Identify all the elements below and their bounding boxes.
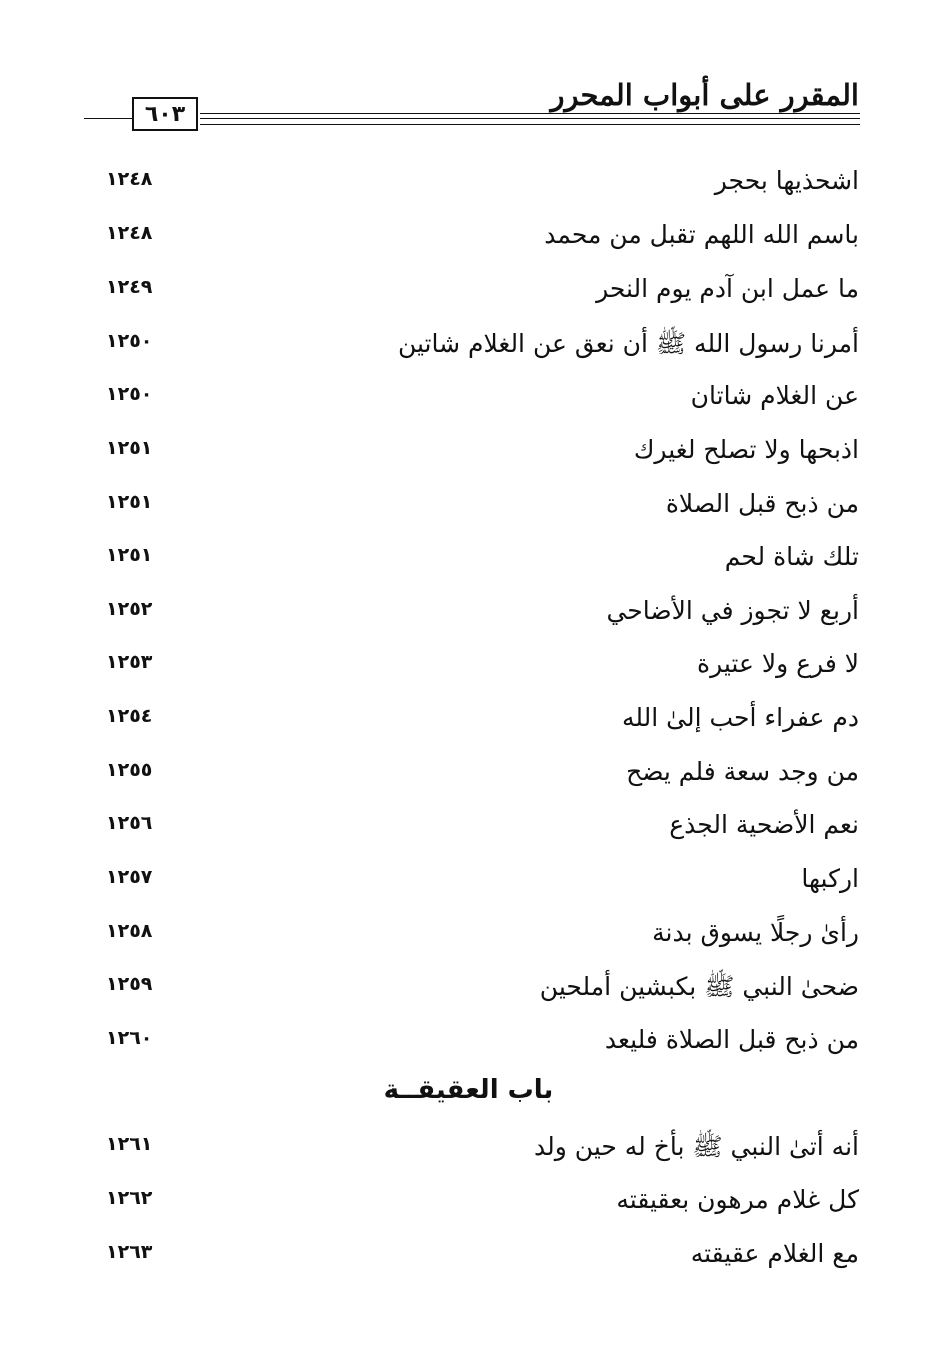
entry-page: ١٢٥٩ [106, 973, 153, 995]
entry-page: ١٢٥٠ [106, 383, 153, 405]
index-entry [100, 810, 859, 850]
entry-text: اركبها [801, 864, 859, 893]
entry-text: أربع لا تجوز في الأضاحي [606, 596, 859, 625]
entry-page: ١٢٥١ [106, 544, 153, 566]
index-entry [100, 971, 859, 1011]
index-entry [100, 166, 859, 206]
header-rule [84, 118, 132, 119]
header-rule [200, 124, 860, 125]
entry-text: ضحىٰ النبي ﷺ بكبشين أملحين [539, 972, 859, 1001]
entry-page: ١٢٦٢ [106, 1187, 153, 1209]
index-entry [100, 918, 859, 958]
entry-text: لا فرع ولا عتيرة [697, 649, 859, 678]
entry-page: ١٢٦١ [106, 1133, 153, 1155]
entry-text: كل غلام مرهون بعقيقته [616, 1185, 859, 1214]
entry-text: من ذبح قبل الصلاة فليعد [604, 1025, 859, 1054]
entry-text: رأىٰ رجلًا يسوق بدنة [652, 918, 859, 947]
entry-page: ١٢٦٣ [106, 1241, 153, 1263]
index-entry [100, 381, 859, 421]
entry-text: اشحذيها بحجر [714, 166, 859, 195]
entry-text: من وجد سعة فلم يضح [626, 757, 859, 786]
entry-text: نعم الأضحية الجذع [669, 810, 859, 839]
page-number: ٦٠٣ [132, 97, 198, 131]
index-entry [100, 328, 859, 368]
index-entry [100, 1025, 859, 1065]
entry-page: ١٢٥٧ [106, 866, 153, 888]
header-rule [200, 113, 860, 114]
entry-page: ١٢٥١ [106, 437, 153, 459]
entry-page: ١٢٥١ [106, 491, 153, 513]
header-rule [200, 118, 860, 119]
entry-text: عن الغلام شاتان [690, 381, 859, 410]
entry-text: مع الغلام عقيقته [690, 1239, 859, 1268]
entry-text: ما عمل ابن آدم يوم النحر [596, 274, 859, 303]
index-entry [100, 489, 859, 529]
entry-page: ١٢٤٨ [106, 168, 153, 190]
entry-page: ١٢٥٢ [106, 598, 153, 620]
entry-page: ١٢٥٦ [106, 812, 153, 834]
entry-text: اذبحها ولا تصلح لغيرك [633, 435, 859, 464]
index-entry [100, 435, 859, 475]
section-title: باب العقيقــة [383, 1075, 554, 1105]
entry-text: تلك شاة لحم [724, 542, 859, 571]
index-entry [100, 1185, 859, 1225]
index-entry [100, 220, 859, 260]
index-entry [100, 542, 859, 582]
entry-page: ١٢٥٥ [106, 759, 153, 781]
page-header [0, 0, 937, 140]
entry-text: أنه أتىٰ النبي ﷺ بأخ له حين ولد [534, 1132, 859, 1161]
index-entry [100, 274, 859, 314]
index-entry [100, 1131, 859, 1171]
index-entry [100, 864, 859, 904]
index-entry [100, 757, 859, 797]
entry-page: ١٢٤٩ [106, 276, 153, 298]
entry-page: ١٢٤٨ [106, 222, 153, 244]
entry-text: من ذبح قبل الصلاة [665, 489, 859, 518]
entry-text: أمرنا رسول الله ﷺ أن نعق عن الغلام شاتين [397, 329, 859, 358]
entry-page: ١٢٥٨ [106, 920, 153, 942]
index-entry [100, 703, 859, 743]
entry-text: دم عفراء أحب إلىٰ الله [621, 703, 859, 732]
entry-page: ١٢٥٣ [106, 651, 153, 673]
entry-page: ١٢٥٠ [106, 330, 153, 352]
book-title: المقرر على أبواب المحرر [550, 78, 859, 112]
entry-text: باسم الله اللهم تقبل من محمد [544, 220, 859, 249]
index-entry [100, 649, 859, 689]
index-entry [100, 1239, 859, 1279]
index-entry [100, 596, 859, 636]
entry-page: ١٢٥٤ [106, 705, 153, 727]
entry-page: ١٢٦٠ [106, 1027, 153, 1049]
